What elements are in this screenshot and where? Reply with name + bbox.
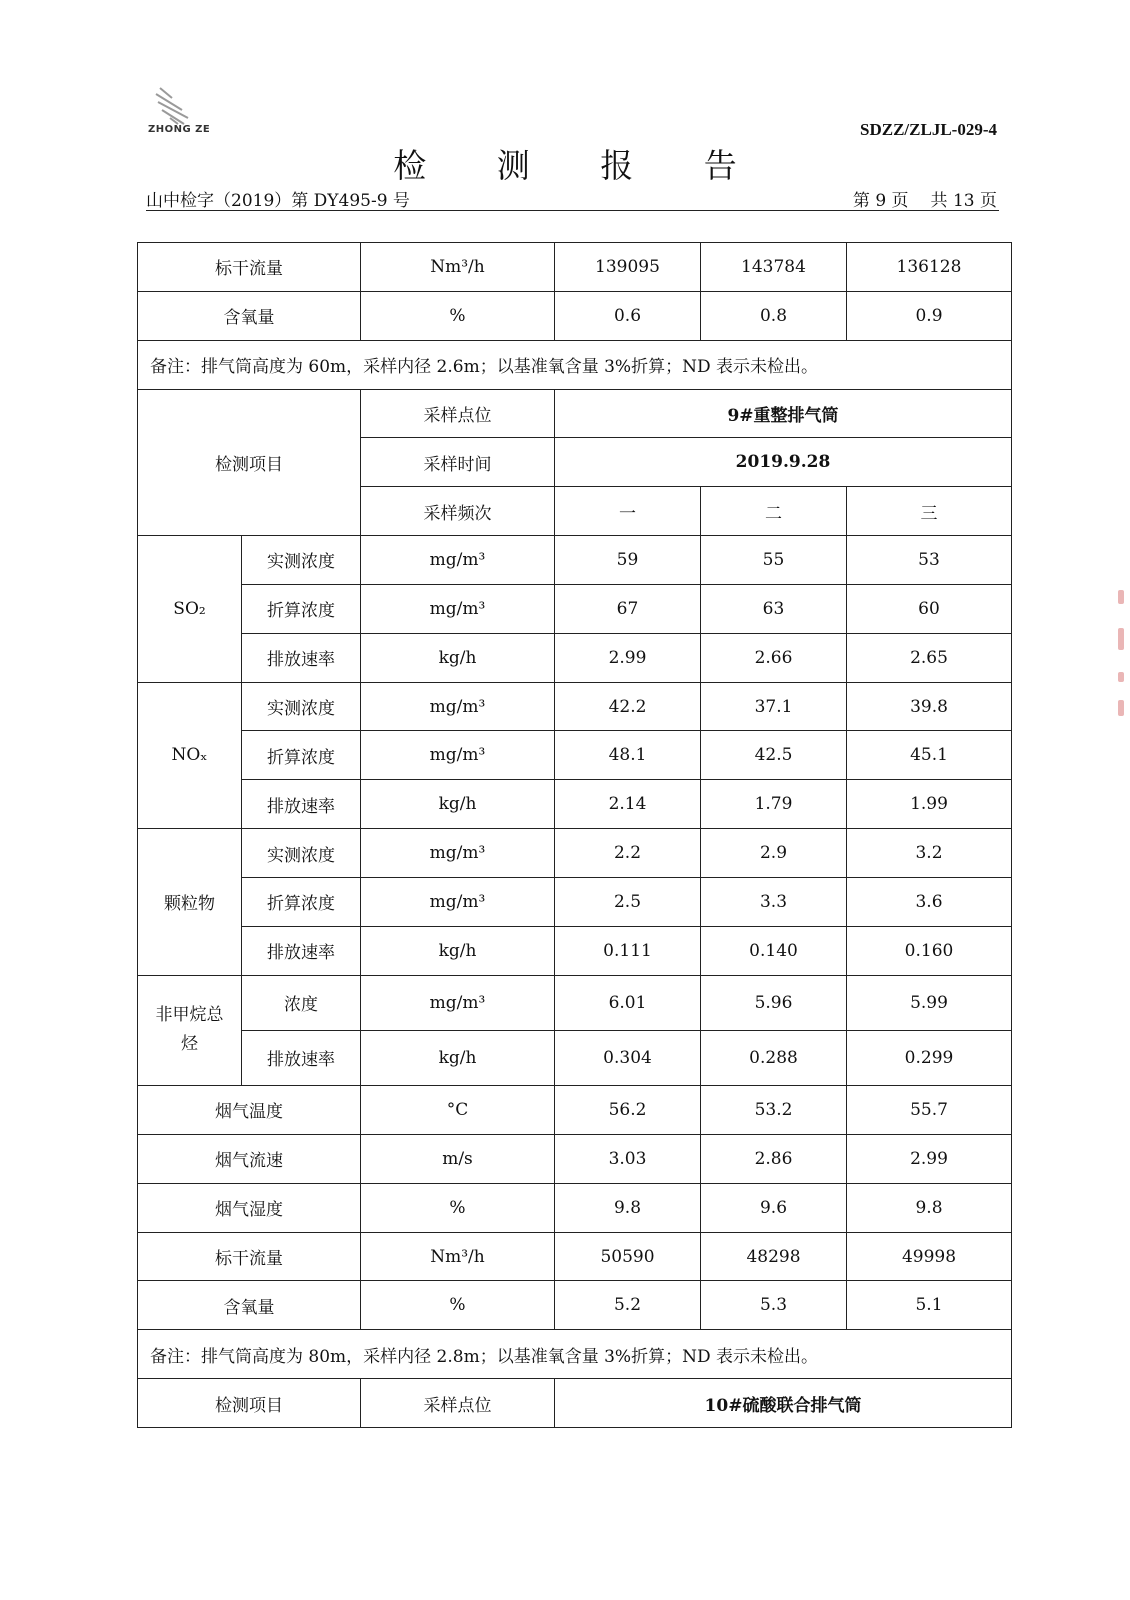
table-row — [138, 633, 1012, 682]
unit-cell: °C — [361, 1086, 555, 1135]
value-cell: 2.5 — [555, 877, 701, 926]
pollutant-name — [138, 975, 242, 1085]
value-cell: 2.86 — [701, 1134, 847, 1183]
value-cell: 0.299 — [847, 1030, 1012, 1085]
row-label: 含氧量 — [138, 1281, 361, 1330]
value-cell: 56.2 — [555, 1086, 701, 1135]
value-cell: 55.7 — [847, 1086, 1012, 1135]
value-cell: 50590 — [555, 1232, 701, 1281]
value-cell: 48.1 — [555, 731, 701, 780]
value-cell: 2.9 — [701, 829, 847, 878]
pollutant-name: SO₂ — [138, 536, 242, 683]
remark-note: 备注：排气筒高度为 80m，采样内径 2.8m；以基准氧含量 3%折算；ND 表示未检出。 — [138, 1330, 1012, 1379]
unit-cell: Nm³/h — [361, 1232, 555, 1281]
report-number: 山中检字（2019）第 DY495-9 号 — [146, 191, 410, 211]
table-row — [138, 1232, 1012, 1281]
pollutant-name: NOₓ — [138, 682, 242, 829]
table-row — [138, 389, 1012, 438]
value-cell: 0.288 — [701, 1030, 847, 1085]
page-indicator — [853, 186, 997, 211]
unit-cell: mg/m³ — [361, 584, 555, 633]
value-cell: 3.3 — [701, 877, 847, 926]
table-row — [138, 731, 1012, 780]
table-row — [138, 926, 1012, 975]
unit-cell: kg/h — [361, 926, 555, 975]
pollutant-name-line1: 非甲烷总 — [155, 1005, 224, 1026]
value-cell: 53.2 — [701, 1086, 847, 1135]
unit-cell: kg/h — [361, 780, 555, 829]
sub-item: 折算浓度 — [242, 731, 361, 780]
value-cell: 3.2 — [847, 829, 1012, 878]
row-label: 烟气温度 — [138, 1086, 361, 1135]
sampling-frequency-label: 采样频次 — [361, 487, 555, 536]
value-cell: 1.99 — [847, 780, 1012, 829]
unit-cell: mg/m³ — [361, 829, 555, 878]
unit-cell: mg/m³ — [361, 682, 555, 731]
value-cell: 53 — [847, 536, 1012, 585]
frequency-cell: 二 — [701, 487, 847, 536]
frequency-cell: 一 — [555, 487, 701, 536]
sampling-point-value: 9#重整排气筒 — [555, 389, 1012, 438]
sampling-time-value: 2019.9.28 — [555, 438, 1012, 487]
value-cell: 2.99 — [847, 1134, 1012, 1183]
sub-item: 排放速率 — [242, 1030, 361, 1085]
unit-cell: kg/h — [361, 633, 555, 682]
value-cell: 9.8 — [555, 1183, 701, 1232]
document-code: SDZZ/ZLJL-029-4 — [860, 120, 997, 139]
test-results-table — [137, 242, 1012, 1428]
value-cell: 37.1 — [701, 682, 847, 731]
sub-item: 排放速率 — [242, 780, 361, 829]
unit-cell: mg/m³ — [361, 877, 555, 926]
unit-cell: kg/h — [361, 1030, 555, 1085]
unit-cell: % — [361, 1183, 555, 1232]
table-row — [138, 1330, 1012, 1379]
row-label: 烟气湿度 — [138, 1183, 361, 1232]
value-cell: 3.6 — [847, 877, 1012, 926]
table-row — [138, 682, 1012, 731]
table-row — [138, 1379, 1012, 1428]
value-cell: 5.2 — [555, 1281, 701, 1330]
table-row — [138, 829, 1012, 878]
edge-stamp-mark — [1118, 628, 1124, 650]
section-item-label: 检测项目 — [138, 1379, 361, 1428]
value-cell: 0.304 — [555, 1030, 701, 1085]
value-cell: 48298 — [701, 1232, 847, 1281]
value-cell: 0.8 — [701, 291, 847, 340]
value-cell: 136128 — [847, 243, 1012, 292]
edge-stamp-mark — [1118, 700, 1124, 716]
unit-cell: % — [361, 1281, 555, 1330]
table-row — [138, 780, 1012, 829]
unit-cell: Nm³/h — [361, 243, 555, 292]
value-cell: 42.2 — [555, 682, 701, 731]
sub-item: 折算浓度 — [242, 584, 361, 633]
sampling-time-label: 采样时间 — [361, 438, 555, 487]
table-row — [138, 291, 1012, 340]
value-cell: 2.2 — [555, 829, 701, 878]
value-cell: 42.5 — [701, 731, 847, 780]
value-cell: 9.6 — [701, 1183, 847, 1232]
row-label: 含氧量 — [138, 291, 361, 340]
sub-item: 实测浓度 — [242, 536, 361, 585]
table-row — [138, 536, 1012, 585]
value-cell: 0.6 — [555, 291, 701, 340]
value-cell: 2.99 — [555, 633, 701, 682]
unit-cell: mg/m³ — [361, 731, 555, 780]
value-cell: 0.160 — [847, 926, 1012, 975]
pollutant-name: 颗粒物 — [138, 829, 242, 976]
value-cell: 6.01 — [555, 975, 701, 1030]
value-cell: 0.111 — [555, 926, 701, 975]
table-row — [138, 243, 1012, 292]
table-row — [138, 975, 1012, 1030]
sub-item: 排放速率 — [242, 926, 361, 975]
value-cell: 59 — [555, 536, 701, 585]
value-cell: 5.1 — [847, 1281, 1012, 1330]
row-label: 烟气流速 — [138, 1134, 361, 1183]
table-row — [138, 1030, 1012, 1085]
value-cell: 49998 — [847, 1232, 1012, 1281]
value-cell: 1.79 — [701, 780, 847, 829]
page-title: 检 测 报 告 — [393, 146, 767, 185]
value-cell: 2.65 — [847, 633, 1012, 682]
table-row — [138, 1183, 1012, 1232]
unit-cell: mg/m³ — [361, 536, 555, 585]
row-label: 标干流量 — [138, 243, 361, 292]
value-cell: 55 — [701, 536, 847, 585]
table-row — [138, 877, 1012, 926]
page-current: 第 9 页 — [852, 191, 909, 211]
unit-cell: % — [361, 291, 555, 340]
value-cell: 67 — [555, 584, 701, 633]
table-row — [138, 1086, 1012, 1135]
value-cell: 139095 — [555, 243, 701, 292]
table-row — [138, 1134, 1012, 1183]
value-cell: 5.96 — [701, 975, 847, 1030]
value-cell: 60 — [847, 584, 1012, 633]
sub-item: 浓度 — [242, 975, 361, 1030]
unit-cell: mg/m³ — [361, 975, 555, 1030]
edge-stamp-mark — [1118, 672, 1124, 682]
table-row — [138, 340, 1012, 389]
value-cell: 63 — [701, 584, 847, 633]
header-divider — [146, 210, 999, 211]
value-cell: 45.1 — [847, 731, 1012, 780]
value-cell: 9.8 — [847, 1183, 1012, 1232]
value-cell: 0.9 — [847, 291, 1012, 340]
logo-text: ZHONG ZE — [148, 124, 211, 135]
sub-item: 实测浓度 — [242, 829, 361, 878]
table-row — [138, 584, 1012, 633]
value-cell: 3.03 — [555, 1134, 701, 1183]
value-cell: 0.140 — [701, 926, 847, 975]
page-total: 共 13 页 — [930, 191, 997, 211]
value-cell: 39.8 — [847, 682, 1012, 731]
value-cell: 2.14 — [555, 780, 701, 829]
value-cell: 2.66 — [701, 633, 847, 682]
section-item-label: 检测项目 — [138, 389, 361, 536]
value-cell: 5.99 — [847, 975, 1012, 1030]
sampling-point-value: 10#硫酸联合排气筒 — [555, 1379, 1012, 1428]
table-row — [138, 1281, 1012, 1330]
pollutant-name-line2: 烃 — [181, 1034, 198, 1055]
value-cell: 143784 — [701, 243, 847, 292]
edge-stamp-mark — [1118, 590, 1124, 604]
sub-item: 折算浓度 — [242, 877, 361, 926]
sub-item: 实测浓度 — [242, 682, 361, 731]
unit-cell: m/s — [361, 1134, 555, 1183]
remark-note: 备注：排气筒高度为 60m，采样内径 2.6m；以基准氧含量 3%折算；ND 表示未检出。 — [138, 340, 1012, 389]
sub-item: 排放速率 — [242, 633, 361, 682]
sampling-point-label: 采样点位 — [361, 389, 555, 438]
frequency-cell: 三 — [847, 487, 1012, 536]
sampling-point-label: 采样点位 — [361, 1379, 555, 1428]
row-label: 标干流量 — [138, 1232, 361, 1281]
value-cell: 5.3 — [701, 1281, 847, 1330]
